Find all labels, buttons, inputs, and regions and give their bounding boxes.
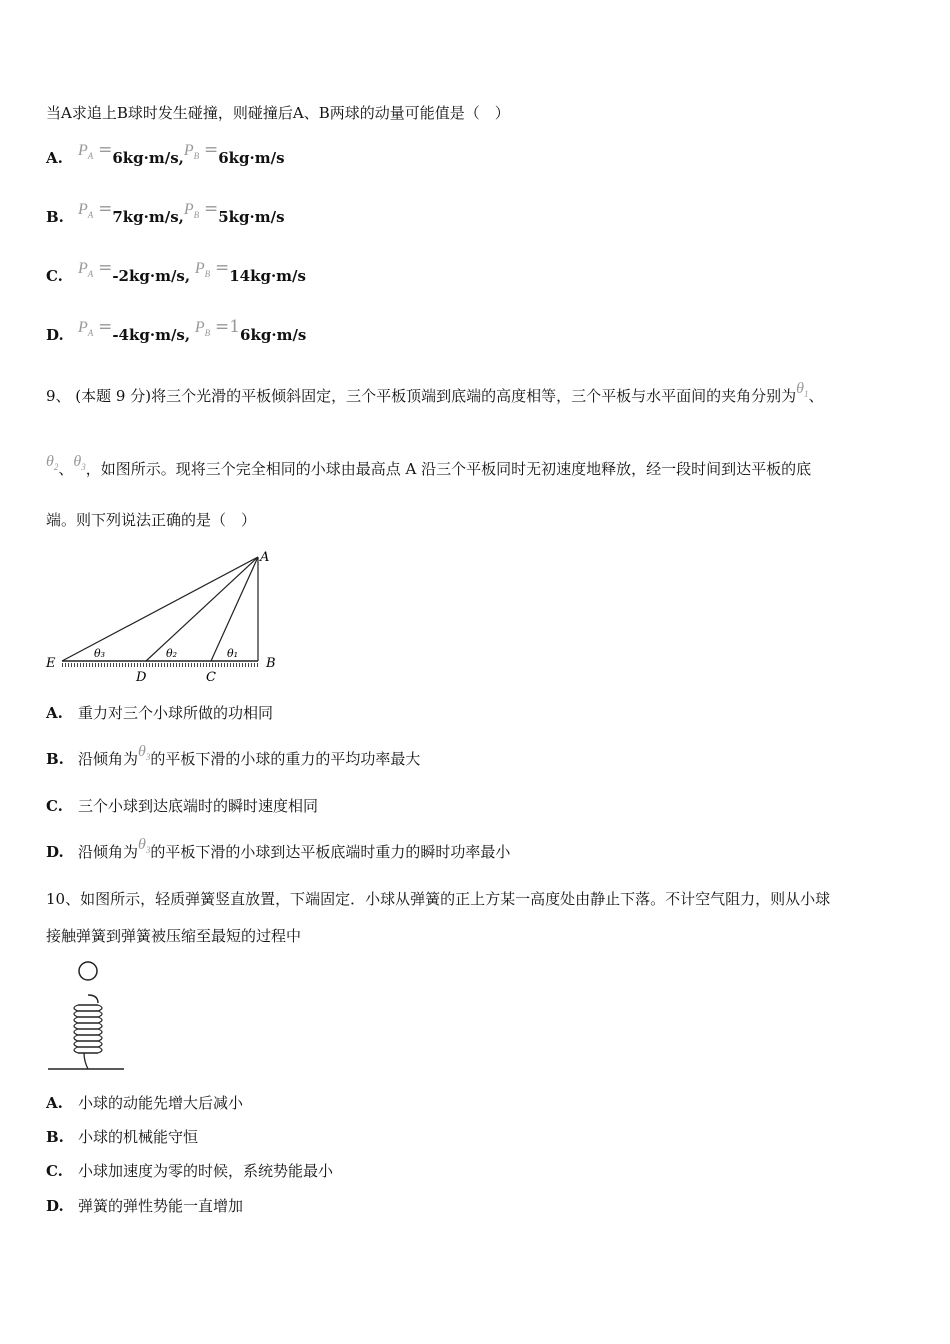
svg-text:θ₂: θ₂ [166, 647, 178, 660]
svg-text:θ₁: θ₁ [227, 647, 239, 660]
svg-text:C: C [206, 670, 216, 685]
q9-option-b: B. 沿倾角为$\theta_3$的平板下滑的小球的重力的平均功率最大 [46, 743, 421, 768]
q8-option-d: D. $P_A =-4kg\cdot m/s$, $P_B =16kg\cdot m/s$ [46, 317, 307, 344]
q10-option-b: B. 小球的机械能守恒 [46, 1128, 199, 1146]
q9-stem-line3: 端。则下列说法正确的是（ ） [46, 511, 257, 529]
q9-option-c: C. 三个小球到达底端时的瞬时速度相同 [46, 797, 319, 815]
svg-text:D: D [136, 670, 147, 685]
q10-stem-line1: 10、如图所示，轻质弹簧竖直放置，下端固定．小球从弹簧的正上方某一高度处由静止下落。不计空气阻力，则从小球 [46, 890, 831, 908]
q8-option-b: B. $P_A =7kg\cdot m/s,P_B =5kg\cdot m/s$ [46, 199, 285, 226]
spring-diagram [44, 955, 134, 1080]
q10-option-a: A. 小球的动能先增大后减小 [46, 1094, 244, 1112]
svg-text:B: B [266, 656, 276, 671]
svg-text:θ₃: θ₃ [94, 647, 106, 660]
q8-option-a: A. $P_A =6kg\cdot m/s,P_B =6kg\cdot m/s$ [46, 140, 285, 167]
incline-diagram [40, 545, 290, 685]
svg-text:A: A [260, 550, 270, 565]
q9-option-d: D. 沿倾角为$\theta_3$的平板下滑的小球到达平板底端时重力的瞬时功率最小 [46, 836, 511, 861]
q10-stem-line2: 接触弹簧到弹簧被压缩至最短的过程中 [46, 927, 302, 945]
q8-option-c: C. $P_A =-2kg\cdot m/s$, $P_B =14kg\cdot m/s$ [46, 258, 306, 285]
q10-option-d: D. 弹簧的弹性势能一直增加 [46, 1197, 244, 1215]
svg-text:E: E [46, 656, 56, 671]
q10-option-c: C. 小球加速度为零的时候，系统势能最小 [46, 1162, 334, 1180]
q9-option-a: A. 重力对三个小球所做的功相同 [46, 704, 274, 722]
q9-stem-line2: $\theta_2$、$\theta_3$，如图所示。现将三个完全相同的小球由最高点 A 沿三个平板同时无初速度地释放，经一段时间到达平板的底 [46, 453, 812, 478]
q9-stem-line1: 9、 (本题 9 分)将三个光滑的平板倾斜固定，三个平板顶端到底端的高度相等，三个平板与水平面间的夹角分别为$\theta_1$、 [46, 380, 824, 405]
q8-stem: 当A求追上B球时发生碰撞，则碰撞后A、B两球的动量可能值是（ ） [46, 104, 510, 122]
